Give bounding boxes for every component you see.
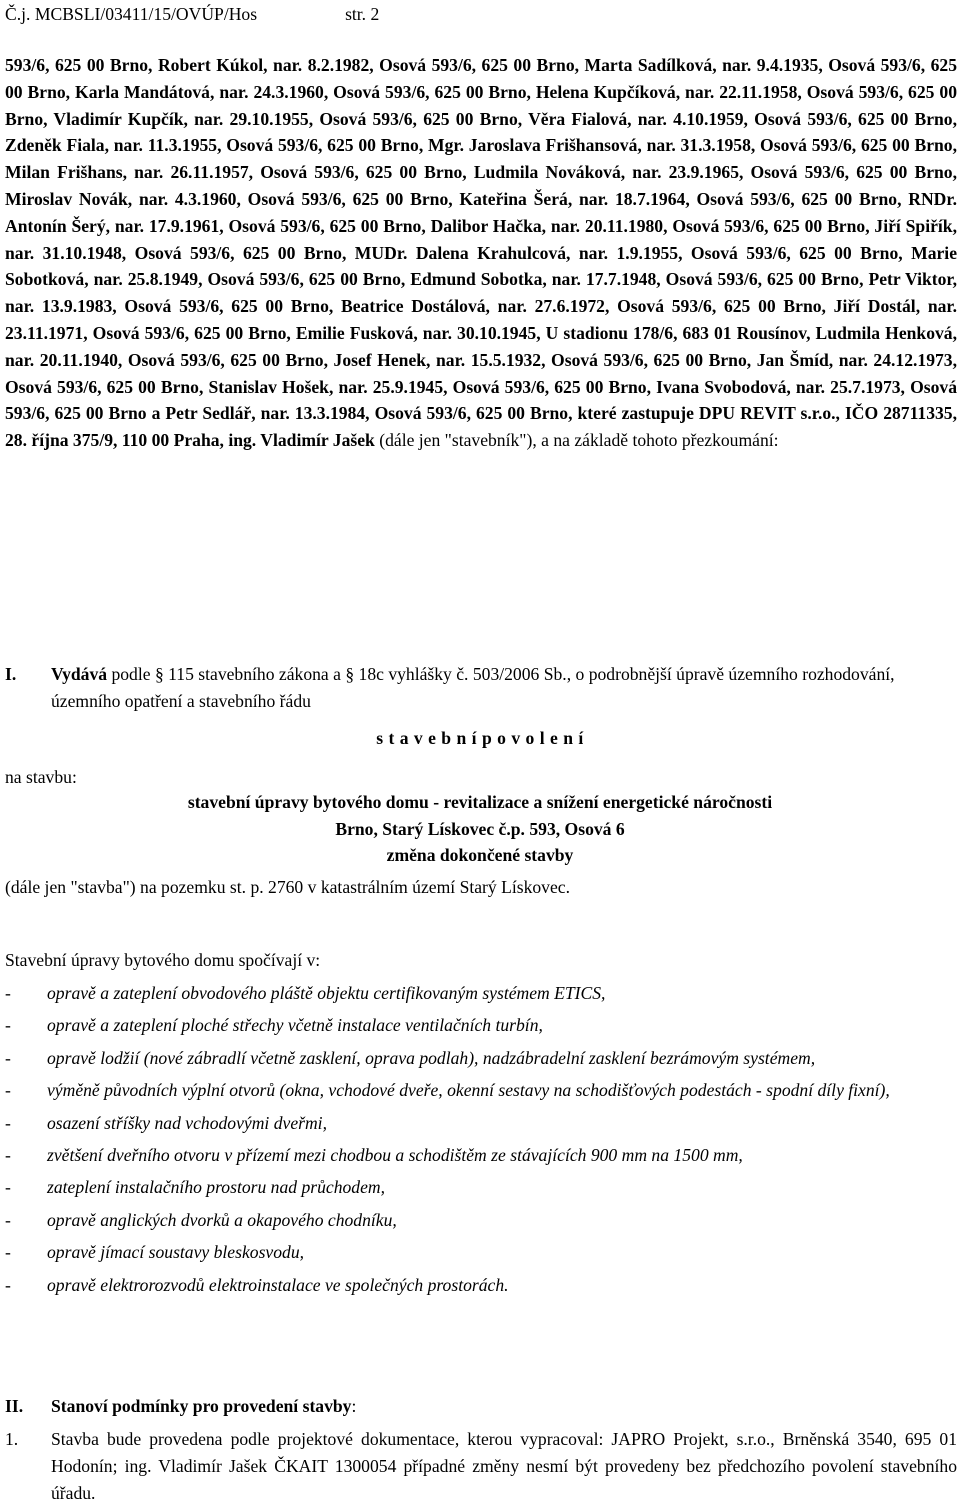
condition-number: 1. [5, 1429, 19, 1449]
works-item-text: opravě lodžií (nové zábradlí včetně zasklení, oprava podlah), nadzábradelní zasklení bezrámovým systémem, [47, 1047, 816, 1068]
works-item-text: opravě a zateplení ploché střechy včetně instalace ventilačních turbín, [47, 1015, 543, 1036]
works-item-text: opravě jímací soustavy bleskosvodu, [47, 1242, 305, 1263]
intro-tail: (dále jen "stavebník"), a na základě tohoto přezkoumání: [374, 430, 779, 451]
section-ii-number: II. [5, 1396, 24, 1416]
works-list-item [5, 1174, 957, 1201]
list-dash: - [5, 1015, 11, 1036]
na-stavbu-label: na stavbu: [5, 767, 77, 787]
section-i-text: podle § 115 stavebního zákona a § 18c vyhlášky č. 503/2006 Sb., o podrobnější úpravě územního rozhodování, územního opatření a stavebního řádu [51, 664, 895, 711]
list-dash: - [5, 1047, 11, 1068]
list-dash: - [5, 1209, 11, 1230]
conditions-list [5, 1426, 957, 1506]
list-dash: - [5, 1242, 11, 1263]
section-ii [5, 1393, 957, 1420]
works-list-item [5, 1012, 957, 1039]
works-intro: Stavební úpravy bytového domu spočívají v: [5, 950, 321, 970]
list-dash: - [5, 983, 11, 1003]
works-item-text: osazení stříšky nad vchodovými dveřmi, [47, 1112, 327, 1133]
project-name: stavební úpravy bytového domu - revitalizace a snížení energetické náročnosti [187, 792, 773, 812]
permit-title: s t a v e b n í p o v o l e n í [376, 728, 584, 748]
list-dash: - [5, 1112, 11, 1133]
section-ii-title: Stanoví podmínky pro provedení stavby [51, 1396, 352, 1416]
section-i-verb: Vydává [51, 664, 108, 684]
works-list-item [5, 1272, 957, 1299]
list-dash: - [5, 1177, 11, 1198]
section-ii-colon: : [351, 1396, 357, 1416]
page-number: str. 2 [345, 4, 380, 24]
list-dash: - [5, 1080, 11, 1101]
condition-text: Stavba bude provedena podle projektové dokumentace, kterou vypracoval: JAPRO Projekt, s.r.o., Brněnská 3540, 695 01 Hodonín; ing. Vladimír Jašek ČKAIT 1300054 případné změny nesmí být provedeny bez předchozího povolení stavebního úřadu. [51, 1429, 957, 1503]
works-item-text: výměně původních výplní otvorů (okna, vchodové dveře, okenní sestavy na schodišťových podestách - spodní díly fixní), [47, 1080, 890, 1101]
applicants-list: 593/6, 625 00 Brno, Robert Kúkol, nar. 8.2.1982, Osová 593/6, 625 00 Brno, Marta Sadílková, nar. 9.4.1935, Osová 593/6, 625 00 Brno, Karla Mandátová, nar. 24.3.1960, Osová 593/6, 625 00 Brno, Helena Kupčíková, nar. 22.11.1958, Osová 593/6, 625 00 Brno, Vladimír Kupčík, nar. 29.10.1955, Osová 593/6, 625 00 Brno, Věra Fialová, nar. 4.10.1959, Osová 593/6, 625 00 Brno, Zdeněk Fiala, nar. 11.3.1955, Osová 593/6, 625 00 Brno, Mgr. Jaroslava Frišhansová, nar. 31.3.1958, Osová 593/6, 625 00 Brno, Milan Frišhans, nar. 26.11.1957, Osová 593/6, 625 00 Brno, Ludmila Nováková, nar. 23.9.1965, Osová 593/6, 625 00 Brno, Miroslav Novák, nar. 4.3.1960, Osová 593/6, 625 00 Brno, Kateřina Šerá, nar. 18.7.1964, Osová 593/6, 625 00 Brno, RNDr. Antonín Šerý, nar. 17.9.1961, Osová 593/6, 625 00 Brno, Dalibor Hačka, nar. 20.11.1980, Osová 593/6, 625 00 Brno, Jiří Spiřík, nar. 31.10.1948, Osová 593/6, 625 00 Brno, MUDr. Dalena Krahulcová, nar. 1.9.1955, Osová 593/6, 625 00 Brno, Marie Sobotková, nar. 25.8.1949, Osová 593/6, 625 00 Brno, Edmund Sobotka, nar. 17.7.1948, Osová 593/6, 625 00 Brno, Petr Viktor, nar. 13.9.1983, Osová 593/6, 625 00 Brno, Beatrice Dostálová, nar. 27.6.1972, Osová 593/6, 625 00 Brno, Jiří Dostál, nar. 23.11.1971, Osová 593/6, 625 00 Brno, Emilie Fusková, nar. 30.10.1945, U stadionu 178/6, 683 01 Rousínov, Ludmila Henková, nar. 20.11.1940, Osová 593/6, 625 00 Brno, Josef Henek, nar. 15.5.1932, Osová 593/6, 625 00 Brno, Jan Šmíd, nar. 24.12.1973, Osová 593/6, 625 00 Brno, Stanislav Hošek, nar. 25.9.1945, Osová 593/6, 625 00 Brno, Ivana Svobodová, nar. 25.7.1973, Osová 593/6, 625 00 Brno a Petr Sedlář, nar. 13.3.1984, Osová 593/6, 625 00 Brno, které zastupuje DPU REVIT s.r.o., IČO 28711335, 28. října 375/9, 110 00 Praha, ing. Vladimír Jašek [5, 55, 957, 451]
project-type: změna dokončené stavby [386, 845, 574, 865]
list-dash: - [5, 1144, 11, 1165]
works-list-item [5, 980, 957, 1007]
works-item-text: opravě anglických dvorků a okapového chodníku, [47, 1209, 397, 1230]
works-list-item [5, 1077, 957, 1104]
location-line: (dále jen "stavba") na pozemku st. p. 2760 v katastrálním území Starý Lískovec. [5, 877, 570, 897]
works-item-text: zvětšení dveřního otvoru v přízemí mezi chodbou a schodištěm ze stávajících 900 mm na 1500 mm, [47, 1144, 743, 1165]
section-i-number: I. [5, 664, 17, 684]
intro-paragraph [5, 52, 957, 454]
project-address: Brno, Starý Lískovec č.p. 593, Osová 6 [335, 819, 625, 839]
condition-item [5, 1426, 957, 1506]
works-list-item [5, 1110, 957, 1137]
works-list [5, 980, 957, 1304]
list-dash: - [5, 1274, 11, 1295]
section-i [5, 661, 957, 715]
works-list-item [5, 1142, 957, 1169]
works-item-text: opravě a zateplení obvodového pláště objektu certifikovaným systémem ETICS, [47, 983, 606, 1003]
page-header [5, 4, 379, 24]
reference-number: Č.j. MCBSLI/03411/15/OVÚP/Hos [5, 4, 258, 24]
works-list-item [5, 1207, 957, 1234]
works-item-text: zateplení instalačního prostoru nad průchodem, [47, 1177, 386, 1198]
works-item-text: opravě elektrorozvodů elektroinstalace ve společných prostorách. [47, 1274, 509, 1295]
works-list-item [5, 1045, 957, 1072]
works-list-item [5, 1239, 957, 1266]
